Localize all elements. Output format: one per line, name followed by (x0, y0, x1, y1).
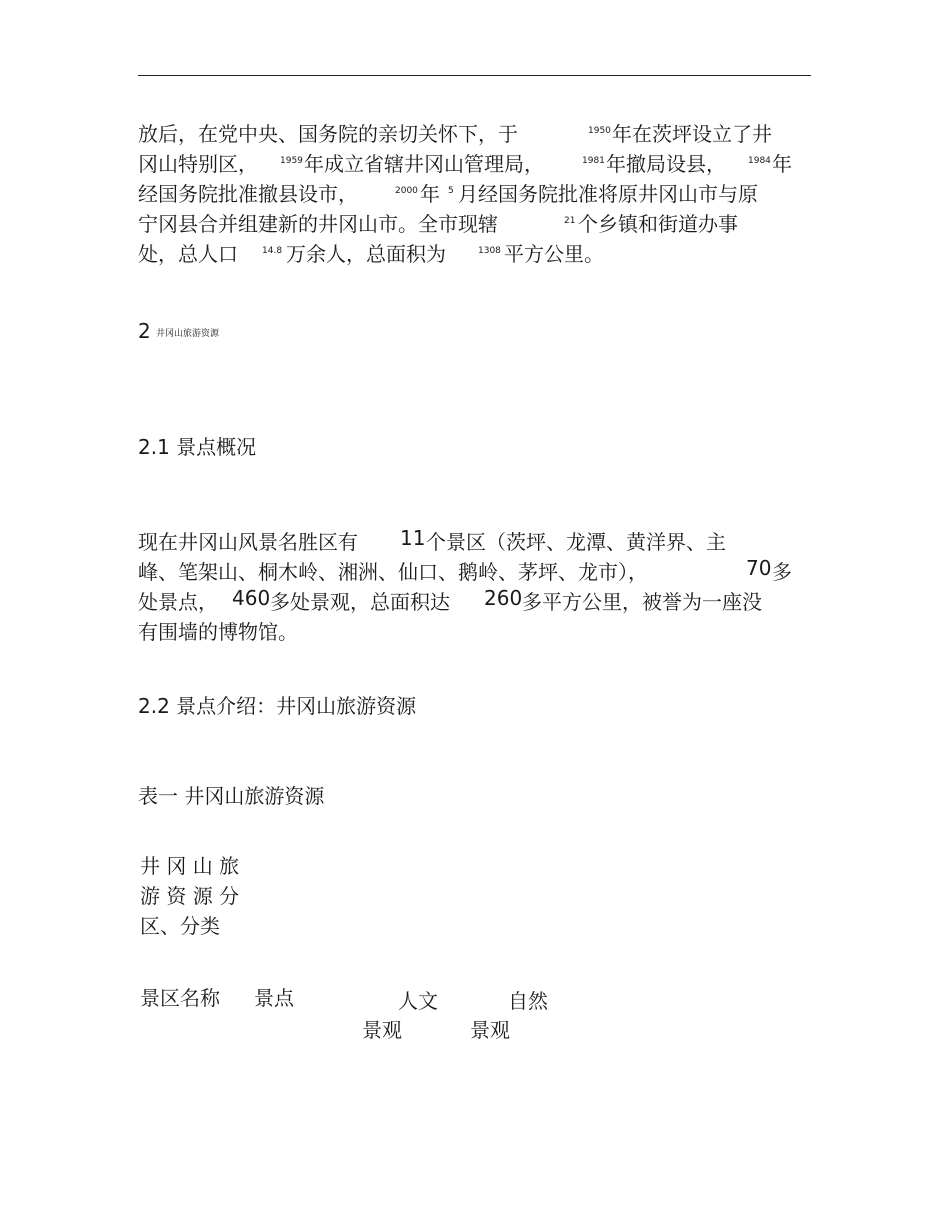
para2-line4: 有围墙的博物馆。 (138, 620, 298, 644)
para2-line2-a: 峰、笔架山、桐木岭、湘洲、仙口、鹅岭、茅坪、龙市）， (138, 560, 648, 584)
para1-line2-num2: 1981 (582, 156, 605, 166)
para1-line1-b: 年在茨坪设立了井 (612, 122, 772, 146)
para1-line4-b: 个乡镇和街道办事 (578, 212, 738, 236)
para1-line5-num2: 1308 (478, 246, 501, 256)
para2-line1-b: 个景区（茨坪、龙潭、黄洋界、主 (426, 530, 726, 554)
para1-line1-a: 放后，在党中央、国务院的亲切关怀下，于 (138, 122, 518, 146)
heading2-title: 井冈山旅游资源 (156, 329, 220, 339)
col-header-natural-top: 自然 (508, 989, 548, 1013)
table-title-line3: 区、分类 (140, 914, 220, 938)
para1-line3-b: 年 (420, 182, 440, 206)
para1-line3-num1: 2000 (395, 186, 418, 196)
para1-line3-a: 经国务院批准撤县设市， (138, 182, 358, 206)
para2-line3-c: 多平方公里，被誉为一座没 (522, 590, 762, 614)
para1-line4-a: 宁冈县合并组建新的井冈山市。全市现辖 (138, 212, 498, 236)
para2-line3-b: 多处景观，总面积达 (270, 590, 450, 614)
para1-line3-num2: 5 (448, 186, 454, 196)
col-header-scenic-spot: 景点 (254, 986, 294, 1010)
col-header-area-name: 景区名称 (140, 986, 220, 1010)
para2-line3-num1: 460 (232, 586, 271, 610)
para2-line3-a: 处景点， (138, 590, 218, 614)
para1-line2-num1: 1959 (280, 156, 303, 166)
para1-line2-b: 年成立省辖井冈山管理局， (304, 152, 544, 176)
para1-line5-b: 万余人，总面积为 (286, 242, 446, 266)
para1-line2-num3: 1984 (748, 156, 771, 166)
para1-line3-c: 月经国务院批准将原井冈山市与原 (458, 182, 758, 206)
table-caption: 表一 井冈山旅游资源 (138, 784, 325, 808)
heading2-number: 2 (138, 319, 151, 343)
col-header-natural-bottom: 景观 (470, 1018, 510, 1042)
heading-2-2: 2.2 景点介绍：井冈山旅游资源 (138, 694, 417, 718)
para1-line5-num1: 14.8 (262, 246, 283, 256)
para2-line2-b: 多 (772, 560, 792, 584)
table-title-line2: 游 资 源 分 (140, 884, 240, 908)
para1-line2-a: 冈山特别区， (138, 152, 258, 176)
table-title-line1: 井 冈 山 旅 (140, 854, 240, 878)
para2-line1-a: 现在井冈山风景名胜区有 (138, 530, 358, 554)
col-header-cultural-top: 人文 (398, 989, 438, 1013)
para1-line5-a: 处，总人口 (138, 242, 238, 266)
para2-line3-num2: 260 (484, 586, 523, 610)
para1-line2-d: 年 (772, 152, 792, 176)
para1-line2-c: 年撤局设县， (606, 152, 726, 176)
para1-line5-c: 平方公里。 (504, 242, 604, 266)
header-rule (138, 75, 811, 76)
para1-line4-num: 21 (564, 216, 576, 226)
para2-line2-num: 70 (746, 556, 772, 580)
para1-line1-num: 1950 (588, 126, 611, 136)
para2-line1-num: 11 (400, 526, 426, 550)
heading-2-1: 2.1 景点概况 (138, 435, 257, 459)
col-header-cultural-bottom: 景观 (362, 1018, 402, 1042)
